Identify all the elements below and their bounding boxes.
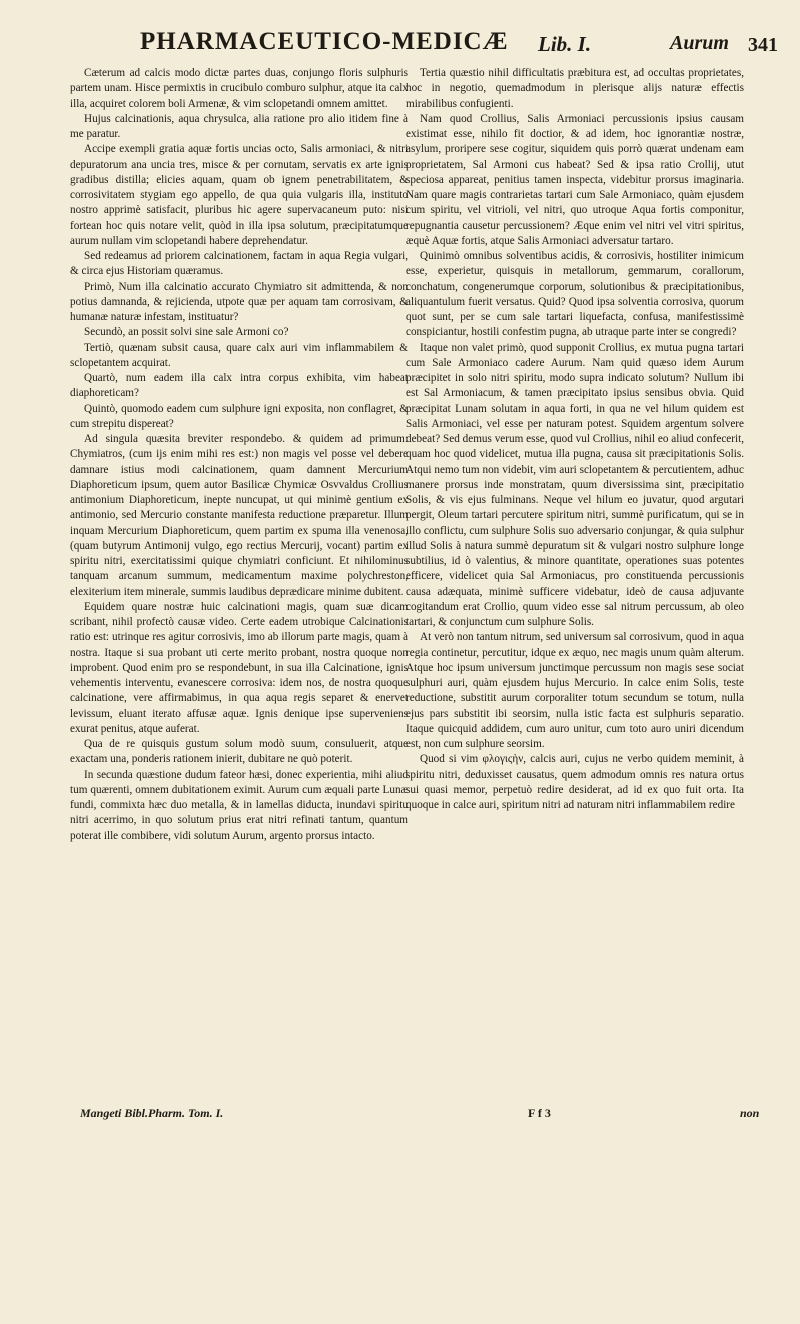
paragraph: Sed redeamus ad priorem calcinationem, factam in aqua Regia vulgari, & circa ejus Historiam quæramus. <box>70 250 408 278</box>
section-keyword: Aurum <box>670 32 729 54</box>
paragraph: Primò, Num illa calcinatio accurato Chymiatro sit admittenda, & non potius damnanda, & rejicienda, utpote quæ per aquam tam corrosivam, & humanæ naturæ infestam, instituatur? <box>70 280 408 323</box>
catchword: non <box>740 1106 760 1120</box>
paragraph: Equidem quare nostræ huic calcinationi magis, quam suæ dicam scribant, nihil profectò causæ video. Certe eadem utrobique Calcinationis ratio est: utrinque res agitur corrosivis, imo ab illorum parte magis, quam à nostra. Itaque si sua probant uti certe merito probant, nostra quoque non improbent. Quod enim pro se respondebunt, in sua illa Calcinatione, ignis vehementis interventu, evanescere corrosiva: idem nos, de nostra quoque calcinatione, vere affirmabimus, in qua aqua regis separet & enervet levissum, eluant iterato affusæ aquæ. Ignis denique ipse superveniens exurat penitus, atque auferat. <box>70 600 408 735</box>
paragraph: Itaque non valet primò, quod supponit Crollius, ex mutua pugna tartari cum Sale Armoniaco cadere Aurum. Nam quid quæso idem Aurum præcipitet in solo nitri spiritu, modo supra indicato solutum? Nullum ibi est Sal Armoniacum, & tamen præcipitato ipsius sensibus obvia. Quid præcipitat Lunam solutam in aqua forti, in qua ne vel hilum quidem est Salis Armoniaci, vel esse per naturam potest. Squidem argentum solvere debeat? Sed demus verum esse, quod vul Crollius, nihil eo aliud confecerit, quam hoc quod videlicet, mutua illa pugna, causa sit præcipitationis Solis. Atqui nemo tum non videbit, vim auri sclopetantem & percutientem, adhuc manere prorsus inde monstratam, quum diversissima sint, præcipitatio Solis, & vis ejus fulminans. Neque vel hilum eo juvatur, quod argutari pergit, Oleum tartari percutere spiritum nitri, summè purificatum, qui se in illo conflictu, cum sulphure Solis suo adversario conjungar, & quia sulphur illud Solis à natura summè depuratum sit & vulgari nostro sulphure longe subtilius, id ò valentius, & minore quantitate, operationes suas potentes efficere, videlicet quia Sal Armoniacus, pro constituenda percussionis causa adæquata, minimè sufficere videbatur, ideò de causa adjuvante cogitandum erat Crollio, quum video esse sal nitrum percussum, ab oleo tartari, & conjunctum cum sulphure Solis. <box>406 341 744 628</box>
paragraph: Accipe exempli gratia aquæ fortis uncias octo, Salis armoniaci, & nitri depuratorum ana uncia tres, misce & per cornutam, servatis ex arte ignis gradibus distilla; elicies aquam, quam ob ignem penetrabilitatem, & corrosivitatem stygiam ego appello, de qua quia vulgaris illa, instituto nostro apprimè satisfacit, pluribus hic agere supervacaneum puto: nisi fortean hoc quis notare velit, quòd in illa ipsa solutum, præcipitatumque aurum nullam vim sclopetandi habere deprehendatur. <box>70 143 408 247</box>
gathering-signature: F f 3 <box>528 1106 551 1120</box>
paragraph: Quintò, quomodo eadem cum sulphure igni exposita, non conflagret, & cum strepitu dispereat? <box>70 402 408 430</box>
paragraph: At verò non tantum nitrum, sed universum sal corrosivum, quod in aqua regia continetur, percutitur, idque ex æquo, nec magis unum quàm alterum. Atque hoc ipsum universum junctimque percussum non magis sese sociat sulphuri auri, quàm ejusdem hujus Mercurio. In calce enim Solis, teste reductione, substitit aurum corporaliter totum secundum se totum, nulla ejus pars substitit ibi seorsim, nulla istic facta est sulphuris separatio. Itaque quicquid addidem, cum auro unitur, cum toto auro uniri dicendum est, non cum sulphure seorsim. <box>406 631 744 750</box>
paragraph: Quod si vim φλογιςὴν, calcis auri, cujus ne verbo quidem meminit, à spiritu nitri, deduxisset causatus, quem admodum omnis res natura ortus sui quasi memor, perpetuò redire desiderat, ad id ex quo fuit orta. Ita quoque in calce auri, spiritum nitri ad naturam nitri inflammabilem redire <box>406 753 744 811</box>
paragraph: Quinimò omnibus solventibus acidis, & corrosivis, hostiliter inimicum esse, experietur, quisquis in metallorum, gemmarum, corallorum, conchatum, congenerumque corporum, solutionibus & præcipitationibus, aliquantulum fuerit versatus. Quid? Quod ipsa solventia corrosiva, quorum quot sunt, per se cum sale tartari liquefacta, confusa, manifestissimè conspiciantur, hostili confestim pugna, ab utraque parte inter se congredi? <box>406 250 744 339</box>
paragraph: Tertiò, quænam subsit causa, quare calx auri vim inflammabilem & sclopetantem acquirat. <box>70 341 408 369</box>
paragraph: Tertia quæstio nihil difficultatis præbitura est, ad occultas proprietates, hoc in negotio, quemadmodum in plerisque alijs naturæ effectis mirabilibus confugienti. <box>406 67 744 110</box>
running-header <box>0 28 800 68</box>
running-title: PHARMACEUTICO-MEDICÆ <box>140 28 509 55</box>
book-number: Lib. I. <box>538 32 592 56</box>
page-number: 341 <box>748 34 778 56</box>
paragraph: Nam quod Crollius, Salis Armoniaci percussionis ipsius causam existimat esse, nihilo fit doctior, & ad idem, hoc ignorantiæ nostræ, asylum, proripere sese cogitur, siquidem quis porrò quærat undenam eam proprietatem, Sal Armoni cus habeat? Sed & ipsa ratio Crollij, utut speciosa appareat, penitius tamen inspecta, videbitur prorsus imaginaria. Nam quare magis contrarietas tartari cum Sale Armoniaco, quàm ejusdem cum spiritu, vel vitrioli, vel nitri, quo utroque Aqua fortis componitur, repugnantia causetur percussionem? Æque enim vel nitri vel vitri spiritus, æquè Aquæ fortis, atque Salis Armoniaci adversatur tartaro. <box>406 112 744 247</box>
paragraph: Cæterum ad calcis modo dictæ partes duas, conjungo floris sulphuris partem unam. Hisce permixtis in crucibulo comburo sulphur, atque ita calx illa, acquiret colorem boli Armenæ, & vim sclopetandi omnem amittet. <box>70 67 408 110</box>
paragraph: Hujus calcinationis, aqua chrysulca, alia ratione pro alio itidem fine à me paratur. <box>70 112 408 140</box>
volume-signature: Mangeti Bibl.Pharm. Tom. I. <box>80 1106 224 1120</box>
paragraph: Quartò, num eadem illa calx intra corpus exhibita, vim habeat diaphoreticam? <box>70 372 408 400</box>
paragraph: Secundò, an possit solvi sine sale Armoni co? <box>84 326 289 339</box>
paragraph: In secunda quæstione dudum fateor hæsi, donec experientia, mihi aliud tum quærenti, omnem dubitationem eximit. Aurum cum æquali parte Lunæ fundi, commixta hæc duo metalla, & in lamellas diducta, inundavi spiritu nitri acerrimo, in quo solutum prius erat nitri refinati tantum, quantum poterat ille combibere, vidi solutum Aurum, argento prorsus intacto. <box>70 768 408 842</box>
right-column <box>406 66 744 813</box>
page-footer <box>0 1106 800 1130</box>
left-column <box>70 66 408 844</box>
paragraph: Qua de re quisquis gustum solum modò suum, consuluerit, atque exactam una, ponderis rationem inierit, dubitare ne quò poterit. <box>70 738 408 766</box>
paragraph: Ad singula quæsita breviter respondebo. & quidem ad primum: Chymiatros, (cum ijs enim mihi res est:) non magis vel posse vel debere damnare istius modi calcinationem, quam damnent Mercurium Diaphoreticum ipsum, quem autor Basilicæ Chymicæ Osvvaldus Crollius antimonium Diaphoreticum, inepte nuncupat, ut qui minimè gentium ex antimonio, sed Mercurio constante manifesta reductione præparetur. Illum inquam Mercurium Diaphoreticum, quem partim ex spuma illa venenosa, (quam butyrum Antimonij vulgo, ego rectius Mercurij, vocant) partim ex spiritu nitri, exercitatissimi quique chymiatri conficiunt. Et nihilominus tanquam arcanum summum, medicamentum maxime polychreston, elexiterium item minerale, summis laudibus deprædicare minime dubitent. <box>70 433 408 598</box>
